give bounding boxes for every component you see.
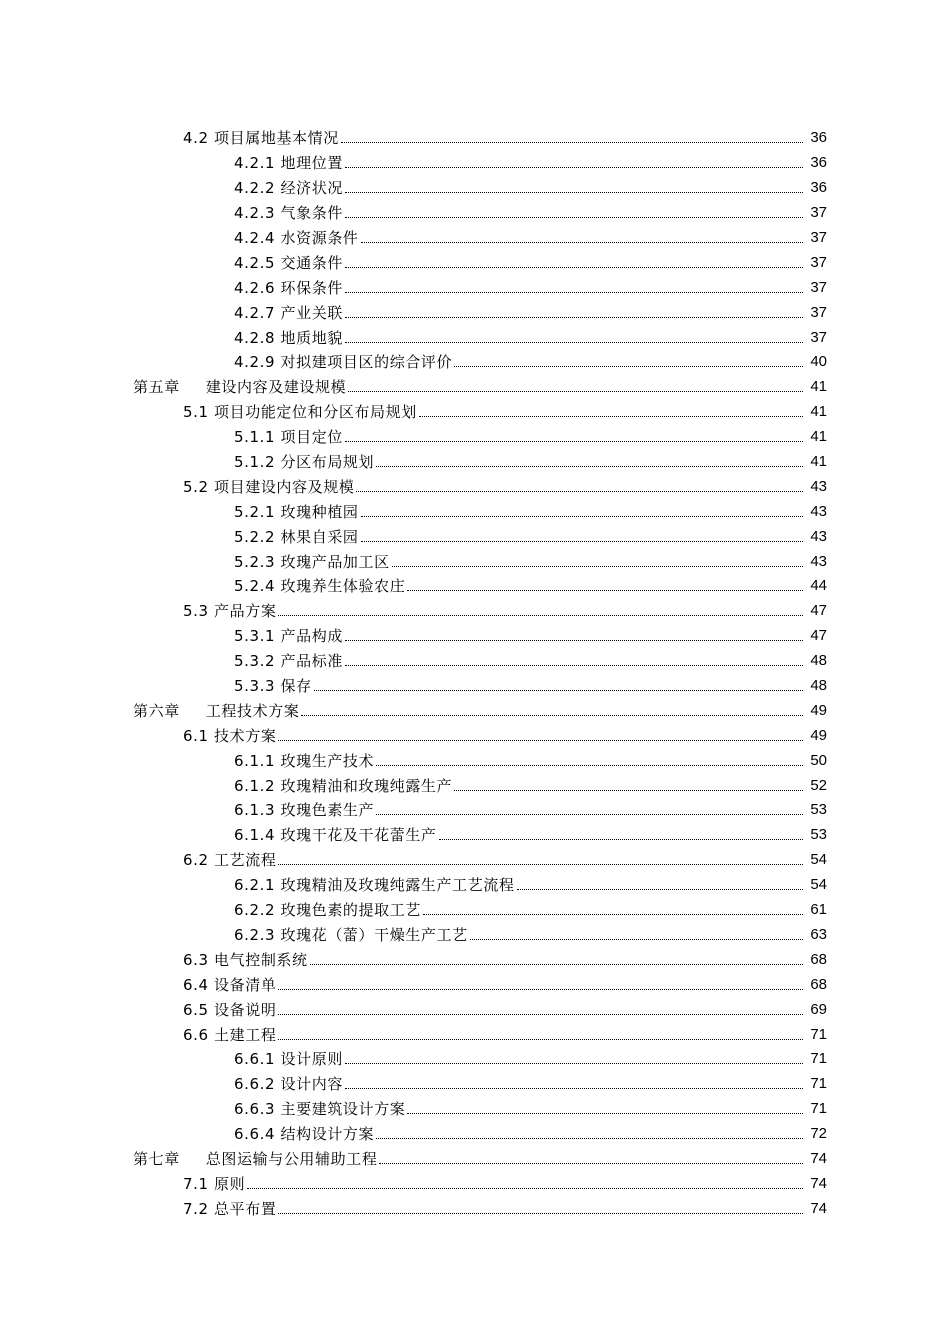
page-number: 53 [810, 801, 827, 819]
page-number: 49 [810, 701, 827, 719]
toc-entry-label [183, 976, 276, 994]
section-title: 6.5 设备说明 [183, 1000, 277, 1019]
toc-entry[interactable] [0, 450, 950, 475]
dot-leader [345, 154, 803, 172]
toc-entry[interactable] [0, 624, 950, 649]
toc-entry[interactable] [0, 1171, 950, 1196]
toc-entry[interactable] [0, 723, 950, 748]
toc-entry[interactable] [0, 400, 950, 425]
dot-leader [361, 229, 803, 247]
dot-leader [278, 1200, 803, 1218]
page-number: 36 [810, 179, 827, 197]
page-number: 68 [810, 950, 827, 968]
toc-entry-label [234, 577, 405, 595]
chapter-number: 第六章 [133, 701, 180, 720]
toc-entry[interactable] [0, 201, 950, 226]
section-title: 4.2.8 地质地貌 [234, 328, 343, 347]
page-number: 37 [810, 204, 827, 222]
dot-leader [345, 1075, 803, 1093]
page-number: 72 [810, 1125, 827, 1143]
toc-entry[interactable] [0, 823, 950, 848]
dot-leader [348, 378, 803, 396]
dot-leader [345, 304, 803, 322]
page-number: 36 [810, 129, 827, 147]
toc-entry-label [234, 1125, 374, 1143]
dot-leader [345, 204, 803, 222]
toc-entry[interactable] [0, 1022, 950, 1047]
section-title: 5.3.1 产品构成 [234, 627, 343, 646]
page-number: 48 [810, 677, 827, 695]
page-number: 48 [810, 652, 827, 670]
toc-entry[interactable] [0, 300, 950, 325]
dot-leader [470, 926, 803, 944]
toc-entry-label [234, 154, 343, 172]
dot-leader [345, 627, 803, 645]
toc-entry-label [183, 1200, 276, 1218]
section-title: 5.2.2 林果自采园 [234, 527, 359, 546]
page-number: 61 [810, 901, 827, 919]
page-number: 74 [810, 1174, 827, 1192]
toc-entry-label [234, 1075, 343, 1093]
toc-entry-label [234, 752, 374, 770]
page-number: 37 [810, 328, 827, 346]
toc-entry[interactable] [0, 649, 950, 674]
toc-chapter-entry[interactable] [0, 698, 950, 723]
toc-entry[interactable] [0, 474, 950, 499]
toc-entry[interactable] [0, 176, 950, 201]
section-title: 5.1.2 分区布局规划 [234, 453, 375, 472]
section-title: 6.1.3 玫瑰色素生产 [234, 801, 375, 820]
toc-entry-label [234, 627, 343, 645]
section-title: 4.2.9 对拟建项目区的综合评价 [234, 353, 453, 372]
dot-leader [345, 1050, 803, 1068]
table-of-contents [0, 126, 950, 1221]
dot-leader [341, 129, 803, 147]
toc-entry-label [234, 528, 359, 546]
dot-leader [379, 1150, 803, 1168]
toc-entry-label [183, 478, 354, 496]
toc-entry[interactable] [0, 226, 950, 251]
section-title: 6.6.2 设计内容 [234, 1075, 343, 1094]
toc-entry-label [234, 652, 343, 670]
section-title: 7.1 原则 [183, 1174, 246, 1193]
chapter-number: 第七章 [133, 1149, 180, 1168]
toc-entry-label [234, 777, 452, 795]
chapter-title: 工程技术方案 [205, 701, 300, 720]
dot-leader [278, 976, 803, 994]
dot-leader [278, 1001, 803, 1019]
section-title: 6.1.2 玫瑰精油和玫瑰纯露生产 [234, 776, 453, 795]
section-title: 4.2 项目属地基本情况 [183, 129, 339, 148]
dot-leader [278, 1026, 803, 1044]
dot-leader [454, 353, 803, 371]
toc-entry-label [234, 453, 374, 471]
section-title: 4.2.4 水资源条件 [234, 229, 359, 247]
section-title: 6.2.3 玫瑰花（蕾）干燥生产工艺 [234, 925, 468, 944]
page-number: 49 [810, 726, 827, 744]
toc-entry-label [183, 602, 276, 620]
toc-entry-label [234, 826, 437, 844]
dot-leader [345, 428, 803, 446]
toc-entry-label [183, 951, 308, 969]
dot-leader [356, 478, 803, 496]
toc-entry[interactable] [0, 1122, 950, 1147]
page-number: 47 [810, 627, 827, 645]
page-number: 71 [810, 1100, 827, 1118]
toc-entry[interactable] [0, 325, 950, 350]
dot-leader [345, 279, 803, 297]
page-number: 43 [810, 477, 827, 495]
page-number: 36 [810, 154, 827, 172]
page-number: 71 [810, 1025, 827, 1043]
page-number: 63 [810, 925, 827, 943]
page-number: 52 [810, 776, 827, 794]
toc-entry[interactable] [0, 947, 950, 972]
page-number: 71 [810, 1075, 827, 1093]
toc-entry[interactable] [0, 873, 950, 898]
toc-entry[interactable] [0, 923, 950, 948]
toc-entry-label [234, 353, 452, 371]
toc-entry-label [133, 702, 299, 720]
section-title: 5.2.3 玫瑰产品加工区 [234, 552, 390, 571]
section-title: 6.6.3 主要建筑设计方案 [234, 1100, 406, 1119]
page-number: 37 [810, 303, 827, 321]
dot-leader [392, 553, 803, 571]
dot-leader [278, 727, 803, 745]
toc-entry[interactable] [0, 748, 950, 773]
toc-entry[interactable] [0, 1097, 950, 1122]
page-number: 40 [810, 353, 827, 371]
toc-entry-label [183, 1026, 276, 1044]
toc-entry-label [234, 677, 312, 695]
dot-leader [345, 652, 803, 670]
toc-entry-label [234, 801, 374, 819]
section-title: 5.1.1 项目定位 [234, 428, 343, 447]
dot-leader [376, 453, 803, 471]
toc-entry[interactable] [0, 425, 950, 450]
toc-entry-label [234, 926, 468, 944]
dot-leader [278, 602, 803, 620]
toc-entry[interactable] [0, 1072, 950, 1097]
dot-leader [407, 577, 803, 595]
section-title: 4.2.2 经济状况 [234, 179, 343, 198]
page-number: 37 [810, 229, 827, 246]
dot-leader [361, 503, 803, 521]
section-title: 6.4 设备清单 [183, 975, 277, 994]
page-number: 74 [810, 1199, 827, 1217]
toc-entry-label [234, 204, 343, 222]
dot-leader [310, 951, 803, 969]
page-number: 71 [810, 1050, 827, 1068]
toc-entry[interactable] [0, 574, 950, 599]
dot-leader [419, 403, 803, 421]
section-title: 6.1 技术方案 [183, 726, 277, 745]
section-title: 6.2 工艺流程 [183, 851, 277, 870]
section-title: 6.3 电气控制系统 [183, 950, 308, 969]
section-title: 4.2.7 产业关联 [234, 303, 343, 322]
toc-entry-label [234, 279, 343, 297]
page-number: 47 [810, 602, 827, 620]
section-title: 4.2.6 环保条件 [234, 278, 343, 297]
dot-leader [361, 528, 803, 546]
toc-entry-label [234, 553, 390, 571]
dot-leader [247, 1175, 803, 1193]
page-number: 37 [810, 278, 827, 296]
toc-entry[interactable] [0, 798, 950, 823]
toc-entry-label [183, 1001, 276, 1019]
toc-entry-label [234, 179, 343, 197]
toc-entry[interactable] [0, 972, 950, 997]
section-title: 5.2 项目建设内容及规模 [183, 477, 355, 496]
toc-entry-label [183, 129, 339, 147]
dot-leader [376, 1125, 803, 1143]
toc-entry-label [234, 1100, 405, 1118]
toc-entry[interactable] [0, 275, 950, 300]
toc-chapter-entry[interactable] [0, 375, 950, 400]
toc-entry[interactable] [0, 549, 950, 574]
section-title: 6.6.1 设计原则 [234, 1050, 343, 1069]
toc-entry-label [234, 329, 343, 347]
toc-entry[interactable] [0, 524, 950, 549]
toc-entry-label [234, 503, 359, 521]
dot-leader [345, 254, 803, 272]
page-number: 53 [810, 826, 827, 844]
page-number: 43 [810, 552, 827, 570]
toc-entry[interactable] [0, 350, 950, 375]
dot-leader [301, 702, 803, 720]
toc-entry-label [183, 403, 417, 421]
section-title: 5.3.2 产品标准 [234, 652, 343, 671]
toc-entry[interactable] [0, 997, 950, 1022]
section-title: 6.6 土建工程 [183, 1025, 277, 1044]
toc-entry-label [234, 1050, 343, 1068]
page-number: 37 [810, 253, 827, 271]
toc-entry[interactable] [0, 126, 950, 151]
toc-entry[interactable] [0, 1196, 950, 1221]
dot-leader [376, 801, 803, 819]
toc-entry-label [183, 727, 276, 745]
chapter-title: 总图运输与公用辅助工程 [205, 1149, 378, 1168]
page-number: 68 [810, 975, 827, 993]
page-number: 41 [810, 428, 827, 446]
section-title: 5.2.4 玫瑰养生体验农庄 [234, 577, 406, 596]
page-number: 43 [810, 502, 827, 520]
page-number: 43 [810, 527, 827, 545]
section-title: 6.1.4 玫瑰干花及干花蕾生产 [234, 826, 437, 845]
section-title: 5.3.3 保存 [234, 677, 312, 696]
section-title: 6.6.4 结构设计方案 [234, 1125, 375, 1144]
section-title: 4.2.3 气象条件 [234, 204, 343, 223]
toc-entry-label [234, 254, 343, 272]
section-title: 6.2.1 玫瑰精油及玫瑰纯露生产工艺流程 [234, 876, 515, 895]
section-title: 6.2.2 玫瑰色素的提取工艺 [234, 901, 421, 920]
toc-entry-label [183, 1175, 245, 1193]
toc-entry-label [183, 851, 276, 869]
toc-entry-label [234, 876, 515, 894]
toc-entry[interactable] [0, 250, 950, 275]
dot-leader [454, 777, 803, 795]
chapter-title: 建设内容及建设规模 [205, 378, 347, 397]
dot-leader [423, 901, 803, 919]
dot-leader [439, 826, 803, 844]
toc-entry[interactable] [0, 898, 950, 923]
toc-entry-label [234, 901, 421, 919]
page-number: 50 [810, 751, 827, 769]
section-title: 5.1 项目功能定位和分区布局规划 [183, 403, 417, 422]
section-title: 7.2 总平布置 [183, 1199, 277, 1218]
toc-entry[interactable] [0, 773, 950, 798]
toc-entry[interactable] [0, 1047, 950, 1072]
page-number: 44 [810, 577, 827, 595]
section-title: 4.2.5 交通条件 [234, 253, 343, 272]
dot-leader [407, 1100, 803, 1118]
toc-chapter-entry[interactable] [0, 1147, 950, 1172]
page-number: 41 [810, 403, 827, 421]
page-number: 54 [810, 851, 827, 869]
toc-entry[interactable] [0, 499, 950, 524]
toc-entry[interactable] [0, 151, 950, 176]
dot-leader [517, 876, 803, 894]
page-number: 54 [810, 876, 827, 894]
toc-entry-label [234, 229, 359, 247]
dot-leader [345, 179, 803, 197]
section-title: 5.3 产品方案 [183, 602, 277, 621]
dot-leader [278, 851, 803, 869]
toc-entry-label [133, 378, 346, 396]
section-title: 5.2.1 玫瑰种植园 [234, 502, 359, 521]
section-title: 4.2.1 地理位置 [234, 154, 343, 173]
section-title: 6.1.1 玫瑰生产技术 [234, 751, 375, 770]
toc-entry-label [133, 1150, 377, 1168]
dot-leader [314, 677, 803, 695]
toc-entry[interactable] [0, 848, 950, 873]
dot-leader [376, 752, 803, 770]
page-number: 41 [810, 453, 827, 471]
dot-leader [345, 329, 803, 347]
toc-entry-label [234, 428, 343, 446]
chapter-number: 第五章 [133, 378, 180, 397]
toc-entry[interactable] [0, 599, 950, 624]
page-number: 41 [810, 378, 827, 396]
page-number: 74 [810, 1149, 827, 1167]
page-number: 69 [810, 1000, 827, 1018]
toc-entry-label [234, 304, 343, 322]
toc-entry[interactable] [0, 674, 950, 699]
